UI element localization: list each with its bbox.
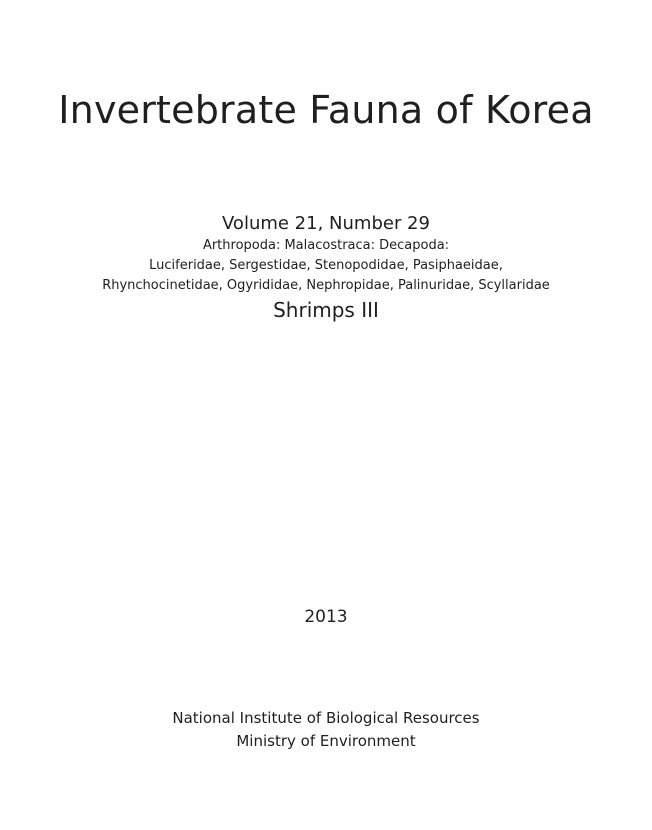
taxonomy-line-1: Arthropoda: Malacostraca: Decapoda: xyxy=(202,238,450,253)
ministry-name: Ministry of Environment xyxy=(236,732,416,750)
volume-number: Volume 21, Number 29 xyxy=(222,213,430,234)
taxonomy-line-2: Luciferidae, Sergestidae, Stenopodidae, Pasiphaeidae, xyxy=(149,258,503,273)
taxonomy-line-3: Rhynchocinetidae, Ogyrididae, Nephropidae, Palinuridae, Scyllaridae xyxy=(102,278,550,293)
page-title: Invertebrate Fauna of Korea xyxy=(58,88,594,132)
subtitle: Shrimps III xyxy=(273,298,379,322)
publisher-name: National Institute of Biological Resources xyxy=(172,709,480,727)
publication-year: 2013 xyxy=(304,607,348,627)
